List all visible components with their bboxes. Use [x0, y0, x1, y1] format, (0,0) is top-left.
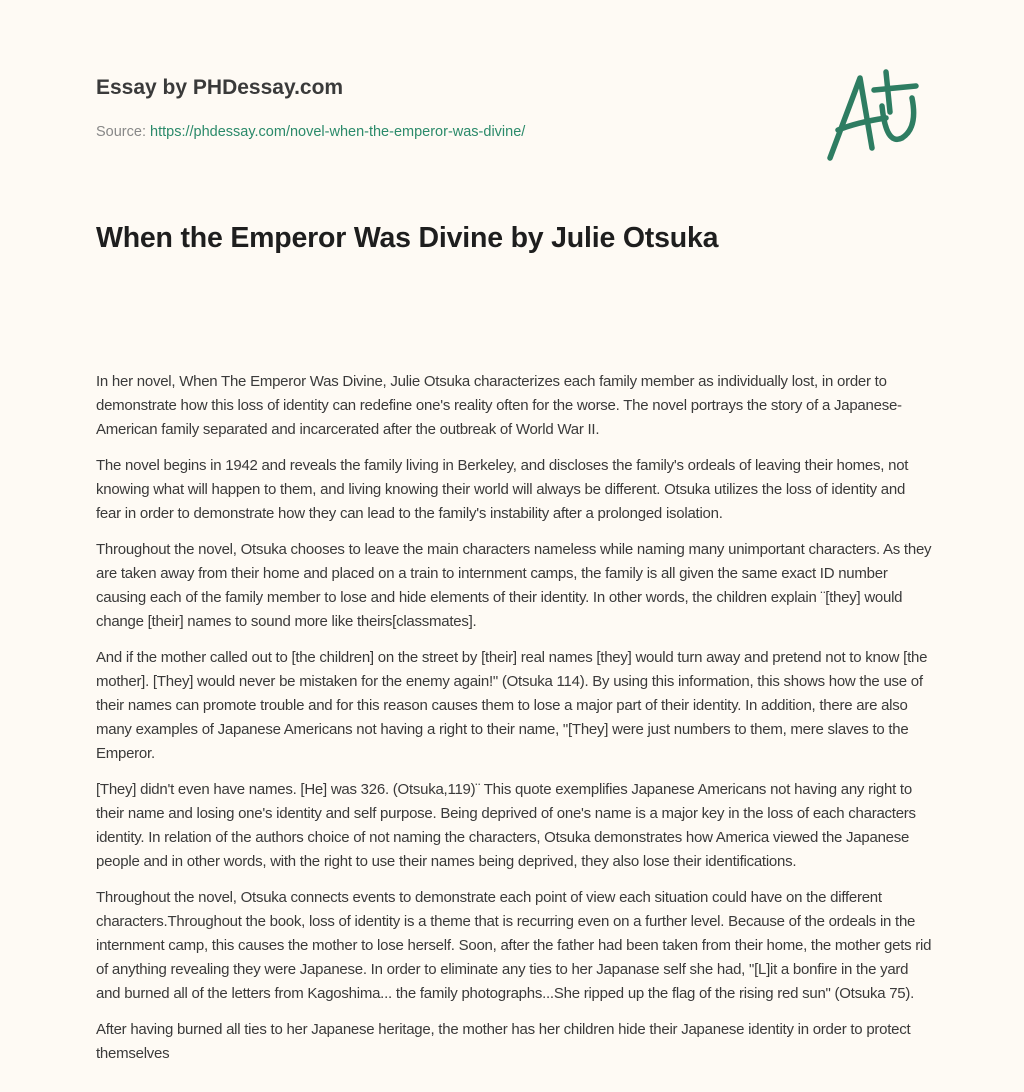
paragraph: The novel begins in 1942 and reveals the family living in Berkeley, and discloses the family's ordeals of leaving their homes, not knowing what will happen to them, and living knowing their world will always be different. Otsuka utilizes the loss of identity and fear in order to demonstrate how they can lead to the family's instability after a prolonged isolation. [96, 457, 909, 522]
source-label: Source: [96, 124, 146, 140]
paragraph: Throughout the novel, Otsuka connects events to demonstrate each point of view each situation could have on the different characters.Throughout the book, loss of identity is a theme that is recurring even on a further level. Because of the ordeals in the internment camp, this causes the mother to lose herself. Soon, after the father had been taken from their home, the mother gets rid of anything revealing they were Japanese. In order to eliminate any ties to her Japanase self she had, "[L]it a bonfire in the yard and burned all of the letters from Kagoshima... the family photographs...She ripped up the flag of the rising red sun" (Otsuka 75). [96, 889, 932, 1002]
essay-title: When the Emperor Was Divine by Julie Otsuka [96, 222, 719, 254]
brand-title: Essay by PHDessay.com [96, 76, 344, 99]
essay-body [96, 370, 932, 1078]
a-plus-logo-icon [820, 68, 930, 168]
source-line [96, 124, 525, 140]
paragraph: And if the mother called out to [the children] on the street by [their] real names [they] would turn away and pretend not to know [the mother]. [They] would never be mistaken for the enemy again!" (Otsuka 114). By using this information, this shows how the use of their names can promote trouble and for this reason causes them to lose a major part of their identity. In addition, there are also many examples of Japanese Americans not having a right to their name, "[They] were just numbers to them, mere slaves to the Emperor. [96, 649, 928, 762]
paragraph: In her novel, When The Emperor Was Divine, Julie Otsuka characterizes each family member as individually lost, in order to demonstrate how this loss of identity can redefine one's reality often for the worse. The novel portrays the story of a Japanese-American family separated and incarcerated after the outbreak of World War II. [96, 373, 902, 438]
paragraph: [They] didn't even have names. [He] was 326. (Otsuka,119)¨ This quote exemplifies Japanese Americans not having any right to their name and losing one's identity and self purpose. Being deprived of one's name is a major key in the loss of each characters identity. In relation of the authors choice of not naming the characters, Otsuka demonstrates how America viewed the Japanese people and in other words, with the right to use their names being deprived, they also lose their identifications. [96, 781, 916, 870]
paragraph: Throughout the novel, Otsuka chooses to leave the main characters nameless while naming many unimportant characters. As they are taken away from their home and placed on a train to internment camps, the family is all given the same exact ID number causing each of the family member to lose and hide elements of their identity. In other words, the children explain ¨[they] would change [their] names to sound more like theirs[classmates]. [96, 541, 932, 630]
source-link[interactable]: https://phdessay.com/novel-when-the-emperor-was-divine/ [150, 124, 526, 140]
paragraph: After having burned all ties to her Japanese heritage, the mother has her children hide their Japanese identity in order to protect themselves [96, 1021, 911, 1062]
